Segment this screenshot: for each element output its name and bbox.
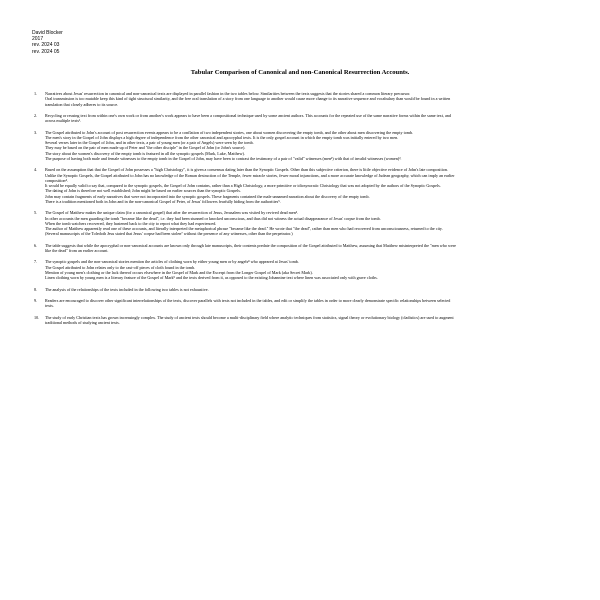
document-title: Tabular Comparison of Canonical and non-Canonical Resurrection Accounts. xyxy=(190,69,410,76)
note-text-line: When the tomb watchers recovered, they hastened back to the city to report what they had experienced. xyxy=(45,220,217,226)
note-text-line: traditional methods of studying ancient texts. xyxy=(45,319,120,325)
note-number: 3. xyxy=(34,129,38,135)
note-number: 6. xyxy=(34,242,38,248)
note-number: 5. xyxy=(34,210,38,216)
note-item xyxy=(34,242,568,254)
note-item xyxy=(34,298,568,309)
note-text-line: The story about the women's discovery of the empty tomb is featured in all the synoptic gospels (Mark, Luke, Matthew). xyxy=(45,150,245,156)
note-text-line: like the dead" from an earlier account. xyxy=(45,247,109,253)
note-text-line: The dating of John is therefore not well established; John might be based on earlier sources than the synoptic Gospels. xyxy=(45,188,241,194)
note-item xyxy=(34,286,568,292)
note-text-line: Unlike the Synoptic Gospels, the Gospel attributed to John has no knowledge of the Roman destruction of the Temple, fewer miracle stories, fewer moral injunctions, and a more accurate knowledge of Judean geography, which can imply an earlier xyxy=(45,172,455,178)
revision-date-1: rev. 2024 03 xyxy=(32,42,60,49)
note-text-line: Oral transmission is too mutable keep this kind of tight structural similarity, and the free oral translation of a story from one language to another would cause more change to its narrative sequence and vocabulary than would be found in a written xyxy=(45,96,451,102)
note-number: 4. xyxy=(34,167,38,173)
note-text-line: texts. xyxy=(45,303,54,309)
note-number: 10. xyxy=(34,314,40,320)
note-item xyxy=(34,210,568,237)
note-text-line: Based on the assumption that that the Gospel of John possesses a "high Christology", it is given a consensus dating later than the Synoptic Gospels. Other than this subjective criterion, there is little objective evidence of John's late composition. xyxy=(45,167,448,173)
note-number: 7. xyxy=(34,259,38,265)
numbered-notes-list xyxy=(34,91,568,331)
note-item xyxy=(34,112,568,124)
note-text-line: The Gospel attributed to John's account of post resurrection events appears to be a conflation of two independent stories, one about women discovering the empty tomb, and the other about men discovering the empty tomb. xyxy=(45,129,414,135)
note-item xyxy=(34,91,568,107)
note-text-line: across multiple texts¹. xyxy=(45,118,82,124)
note-text-line: In other accounts the men guarding the tomb "became like the dead", i.e. they had been stunned or knocked unconscious, and thus did not witness the actual disappearance of Jesus' corpse from the tomb. xyxy=(45,215,381,221)
note-text-line: There is a tradition mentioned both in John and in the non-canonical Gospel of Peter, of Jesus' followers fearfully hiding from the authorities⁵. xyxy=(45,198,281,204)
document-year: 2017 xyxy=(32,36,44,43)
note-item xyxy=(34,259,568,281)
note-text-line: The Gospel attributed to John relates only to the cast-off pieces of cloth found in the tomb. xyxy=(45,264,196,270)
note-text-line: The table suggests that while the apocryphal or non-canonical accounts are known only through late manuscripts, their contents predate the composition of the Gospel attributed to Matthew, assuming that Matthew misinterpreted the "men who were xyxy=(45,242,457,248)
note-number: 1. xyxy=(34,91,38,96)
note-item xyxy=(34,167,568,204)
note-text-line: It would be equally valid to say that, compared to the synoptic gospels, the Gospel of John contains, rather than a High Christology, a more primitive or idiosyncratic Christology that was not adopted by the authors of the Synoptic Gospels. xyxy=(45,183,441,189)
note-text-line: Mention of young men's clothing or the lack thereof occurs elsewhere in the Gospel of Mark and the Excerpt from the Longer Gospel of Mark (aka Secret Mark). xyxy=(45,269,313,275)
note-number: 9. xyxy=(34,298,38,303)
note-text-line: John may contain fragments of early narratives that were not incorporated into the synoptic gospels. These fragments contained the male unnamed narration about the discovery of the empty tomb. xyxy=(45,193,370,199)
note-text-line: The author of Matthew apparently read one of these accounts, and literally interpreted the metaphorical phrase "became like the dead." He wrote that "the dead", rather than men who had recovered from unconsciousness, returned to the city. xyxy=(45,226,443,231)
note-text-line: (Several manuscripts of the Toledoth Jesu stated that Jesus' corpse had been stolen⁷ without the presence of any witnesses, other than the perpetrator.) xyxy=(45,231,293,237)
note-text-line: composition⁴. xyxy=(45,177,68,183)
note-item xyxy=(34,129,568,162)
note-text-line: Several verses later in the Gospel of John, and in other texts, a pair of young men (or a pair of Angels) were seen by the tomb. xyxy=(45,140,254,146)
note-text-line: The analysis of the relationships of the texts included in the following two tables is not exhaustive. xyxy=(45,286,209,292)
note-text-line: The Gospel of Matthew makes the unique claim (for a canonical gospel) that after the resurrection of Jesus, Jerusalem was visited by revived dead men⁶. xyxy=(45,210,299,216)
note-text-line: translation that closely adheres to its source. xyxy=(45,101,119,107)
revision-date-2: rev. 2024 05 xyxy=(32,48,60,55)
note-text-line: Readers are encouraged to discover other significant interrelationships of the texts, discover parallels with texts not included in the tables, and edit or simplify the tables in order to more clearly demonstrate specific relationships between selected xyxy=(45,298,451,303)
note-text-line: The purpose of having both male and female witnesses to the empty tomb in the Gospel of John, may have been to contrast the testimony of a pair of "valid" witnesses (men²) with that of invalid witnesses (women)³. xyxy=(45,155,402,161)
note-number: 8. xyxy=(34,286,38,292)
note-text-line: The study of early Christian texts has grown increasingly complex. The study of ancient texts should become a multi-disciplinary field where analytic techniques from statistics, signal theory or evolutionary biology (cladistics) are used to augment xyxy=(45,314,454,320)
document-meta xyxy=(32,30,63,55)
note-text-line: They may be based on the pair of men made up of Peter and "the other disciple" in the Gospel of John (or John's source). xyxy=(45,145,246,151)
note-text-line: Narratives about Jesus' resurrection in canonical and non-canonical texts are displayed in parallel fashion in the two tables below. Similarities between the texts suggests that the stories shared a common literary precursor. xyxy=(45,91,411,96)
note-text-line: The synoptic gospels and the non-canonical stories mention the articles of clothing worn by either young men or by angels⁸ who appeared at Jesus' tomb. xyxy=(45,259,299,265)
note-text-line: Recycling or reusing text from within one's own work or from another's work appears to have been a compositional technique used by some ancient authors. This accounts for the repeated use of the same narrative forms within the same text, and xyxy=(45,112,451,118)
note-item xyxy=(34,314,568,326)
author-name: David Blocker xyxy=(32,30,63,36)
note-number: 2. xyxy=(34,112,38,118)
note-text-line: The men's story in the Gospel of John displays a high degree of independence from the other canonical and apocryphal texts. It is the only gospel account in which the empty tomb was initially entered by two men. xyxy=(45,134,399,140)
note-text-line: Linen clothing worn by young men is a literary feature of the Gospel of Mark⁹ and the texts derived from it, as opposed to the existing Johannine text where linen was associated only with grave cloths. xyxy=(45,275,378,281)
